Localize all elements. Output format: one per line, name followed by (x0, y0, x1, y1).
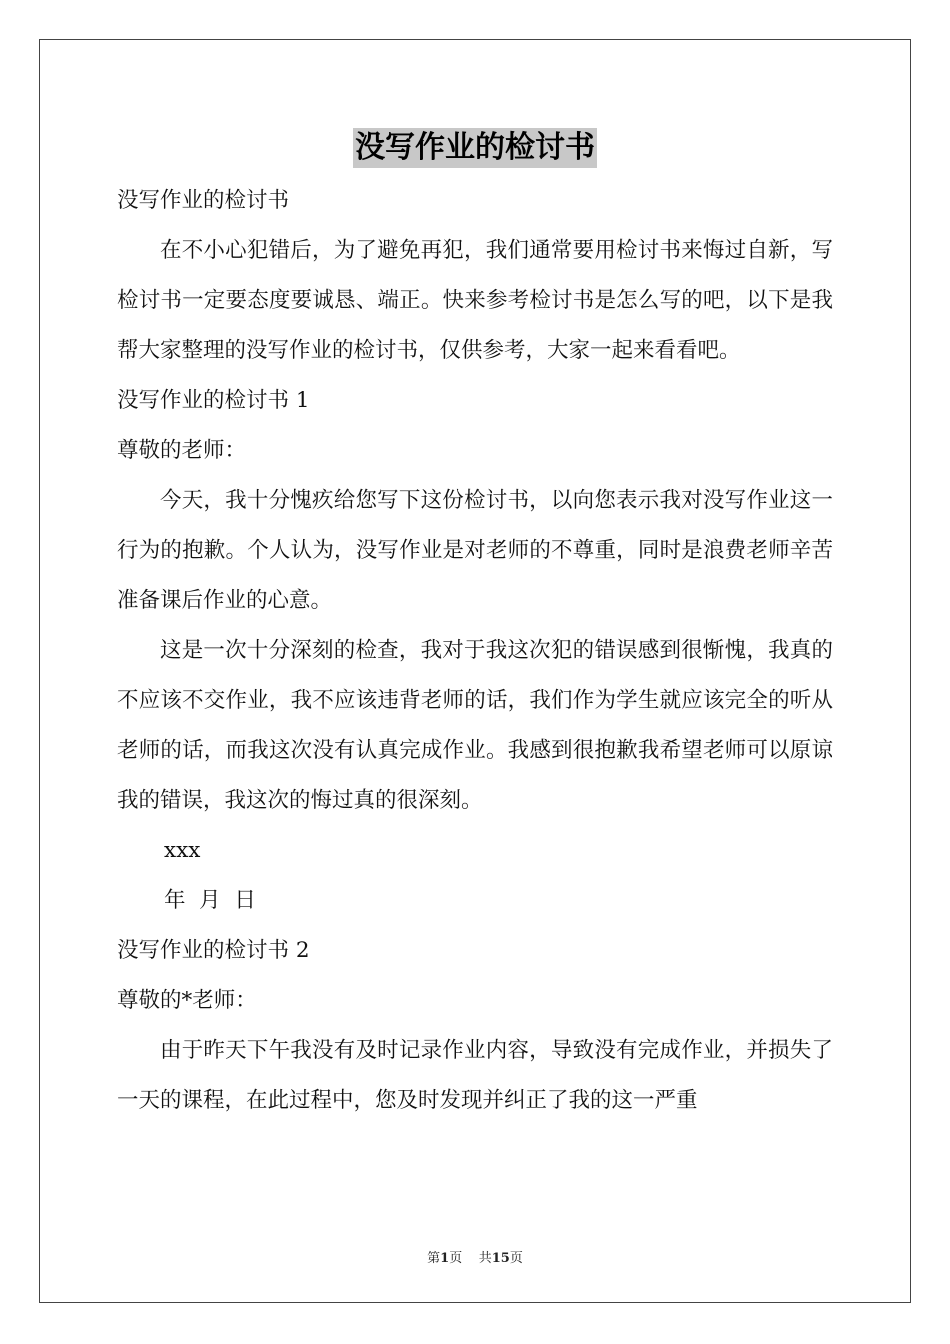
title-container (0, 128, 950, 168)
section-2-paragraph-1: 由于昨天下午我没有及时记录作业内容，导致没有完成作业，并损失了一天的课程，在此过程中，您及时发现并纠正了我的这一严重 (117, 1038, 833, 1113)
section-1-paragraph-1: 今天，我十分愧疚给您写下这份检讨书，以向您表示我对没写作业这一行为的抱歉。个人认为，没写作业是对老师的不尊重，同时是浪费老师辛苦准备课后作业的心意。 (117, 488, 833, 613)
document-body (117, 176, 833, 1126)
section-1-heading: 没写作业的检讨书 1 (117, 388, 310, 413)
intro-paragraph: 在不小心犯错后，为了避免再犯，我们通常要用检讨书来悔过自新，写检讨书一定要态度要诚恳、端正。快来参考检讨书是怎么写的吧，以下是我帮大家整理的没写作业的检讨书，仅供参考，大家一起来看看吧。 (117, 238, 833, 363)
footer-middle: 页 共 (449, 1251, 492, 1266)
footer-prefix: 第 (427, 1251, 441, 1266)
footer-suffix: 页 (509, 1251, 523, 1266)
section-1-date: 年 月 日 (164, 888, 256, 913)
current-page-number: 1 (440, 1251, 450, 1266)
section-2-heading: 没写作业的检讨书 2 (117, 938, 310, 963)
total-pages-number: 15 (491, 1251, 510, 1266)
section-1-paragraph-2: 这是一次十分深刻的检查，我对于我这次犯的错误感到很惭愧，我真的不应该不交作业，我不应该违背老师的话，我们作为学生就应该完全的听从老师的话，而我这次没有认真完成作业。我感到很抱歉我希望老师可以原谅我的错误，我这次的悔过真的很深刻。 (117, 638, 833, 813)
section-1-salutation: 尊敬的老师： (117, 438, 247, 463)
document-title: 没写作业的检讨书 (353, 128, 597, 168)
page-footer (0, 1247, 950, 1266)
section-1-signature: xxx (164, 838, 201, 863)
section-2-salutation: 尊敬的*老师： (117, 988, 257, 1013)
subtitle: 没写作业的检讨书 (117, 188, 290, 213)
